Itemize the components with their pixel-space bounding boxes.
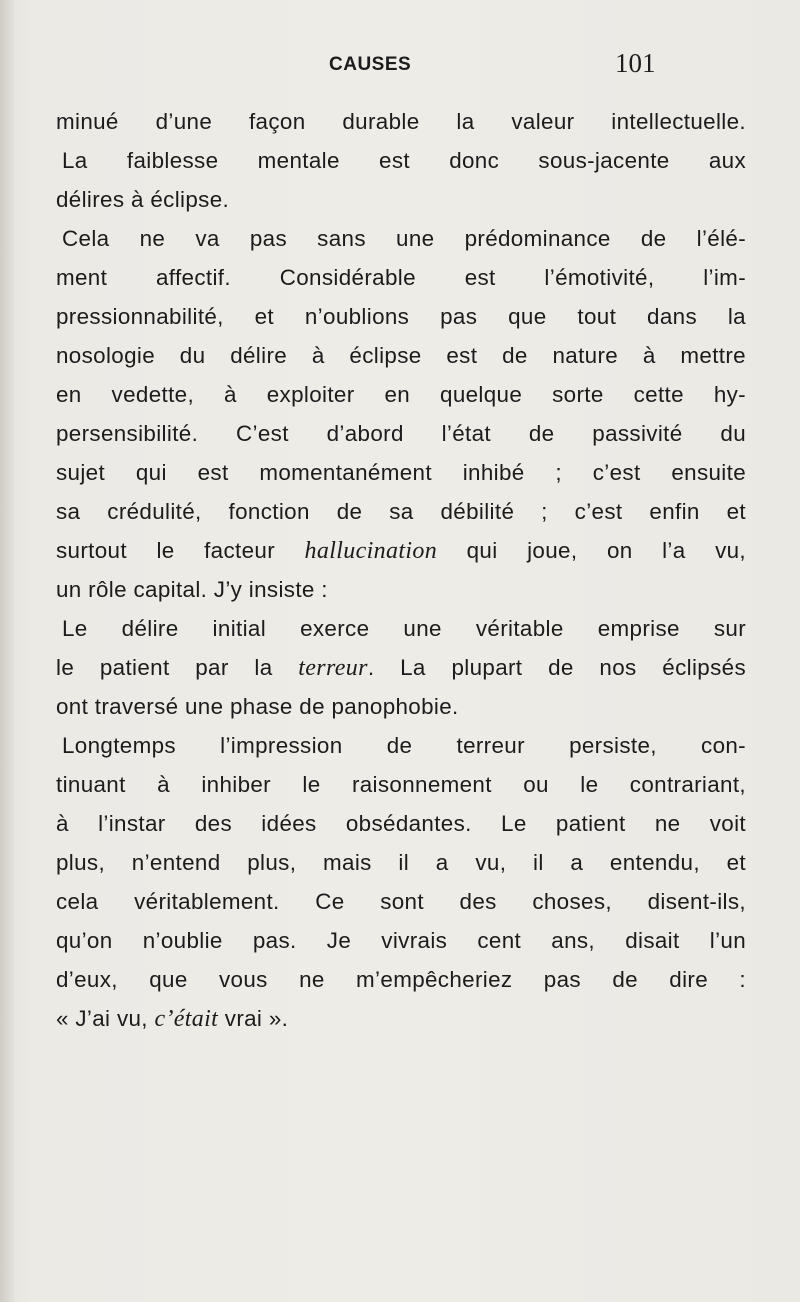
emphasis-hallucination: hallucination [304,538,438,564]
text-line: sujet qui est momentanément inhibé ; c’est ensuite [56,460,746,485]
page-binding-edge [0,0,14,1302]
text-line: nosologie du délire à éclipse est de nature à mettre [56,343,746,368]
text-line: tinuant à inhiber le raisonnement ou le contrariant, [56,772,746,797]
text-line: La faiblesse mentale est donc sous-jacente aux [62,148,746,173]
text-line: sa crédulité, fonction de sa débilité ; c’est enfin et [56,499,746,524]
running-header [0,46,800,86]
text-line: Le délire initial exerce une véritable emprise sur [62,616,746,641]
text-line: « J’ai vu, c’était vrai ». [56,1006,289,1032]
text-line: qu’on n’oublie pas. Je vivrais cent ans, disait l’un [56,928,746,953]
text-line: un rôle capital. J’y insiste : [56,577,328,602]
text-line: en vedette, à exploiter en quelque sorte cette hy- [56,382,746,407]
text-line: cela véritablement. Ce sont des choses, disent-ils, [56,889,746,914]
text-line: pressionnabilité, et n’oublions pas que tout dans la [56,304,746,329]
emphasis-terreur: terreur [298,655,368,681]
text-line: minué d’une façon durable la valeur intellectuelle. [56,109,746,134]
text-line: Longtemps l’impression de terreur persiste, con- [62,733,746,758]
text-line: le patient par la terreur. La plupart de nos éclipsés [56,655,746,681]
text-line: plus, n’entend plus, mais il a vu, il a entendu, et [56,850,746,875]
text-line: à l’instar des idées obsédantes. Le patient ne voit [56,811,746,836]
page-number: 101 [615,48,656,78]
running-title: CAUSES [329,54,412,75]
text-line: ment affectif. Considérable est l’émotivité, l’im- [56,265,746,290]
text-line: persensibilité. C’est d’abord l’état de passivité du [56,421,746,446]
text-line: Cela ne va pas sans une prédominance de l’élé- [62,226,746,251]
emphasis-etait: c’était [154,1006,219,1032]
text-line: délires à éclipse. [56,187,230,212]
text-line: d’eux, que vous ne m’empêcheriez pas de dire : [56,967,746,992]
body-text [56,102,746,1038]
text-line: surtout le facteur hallucination qui joue, on l’a vu, [56,538,746,564]
text-line: ont traversé une phase de panophobie. [56,694,459,719]
